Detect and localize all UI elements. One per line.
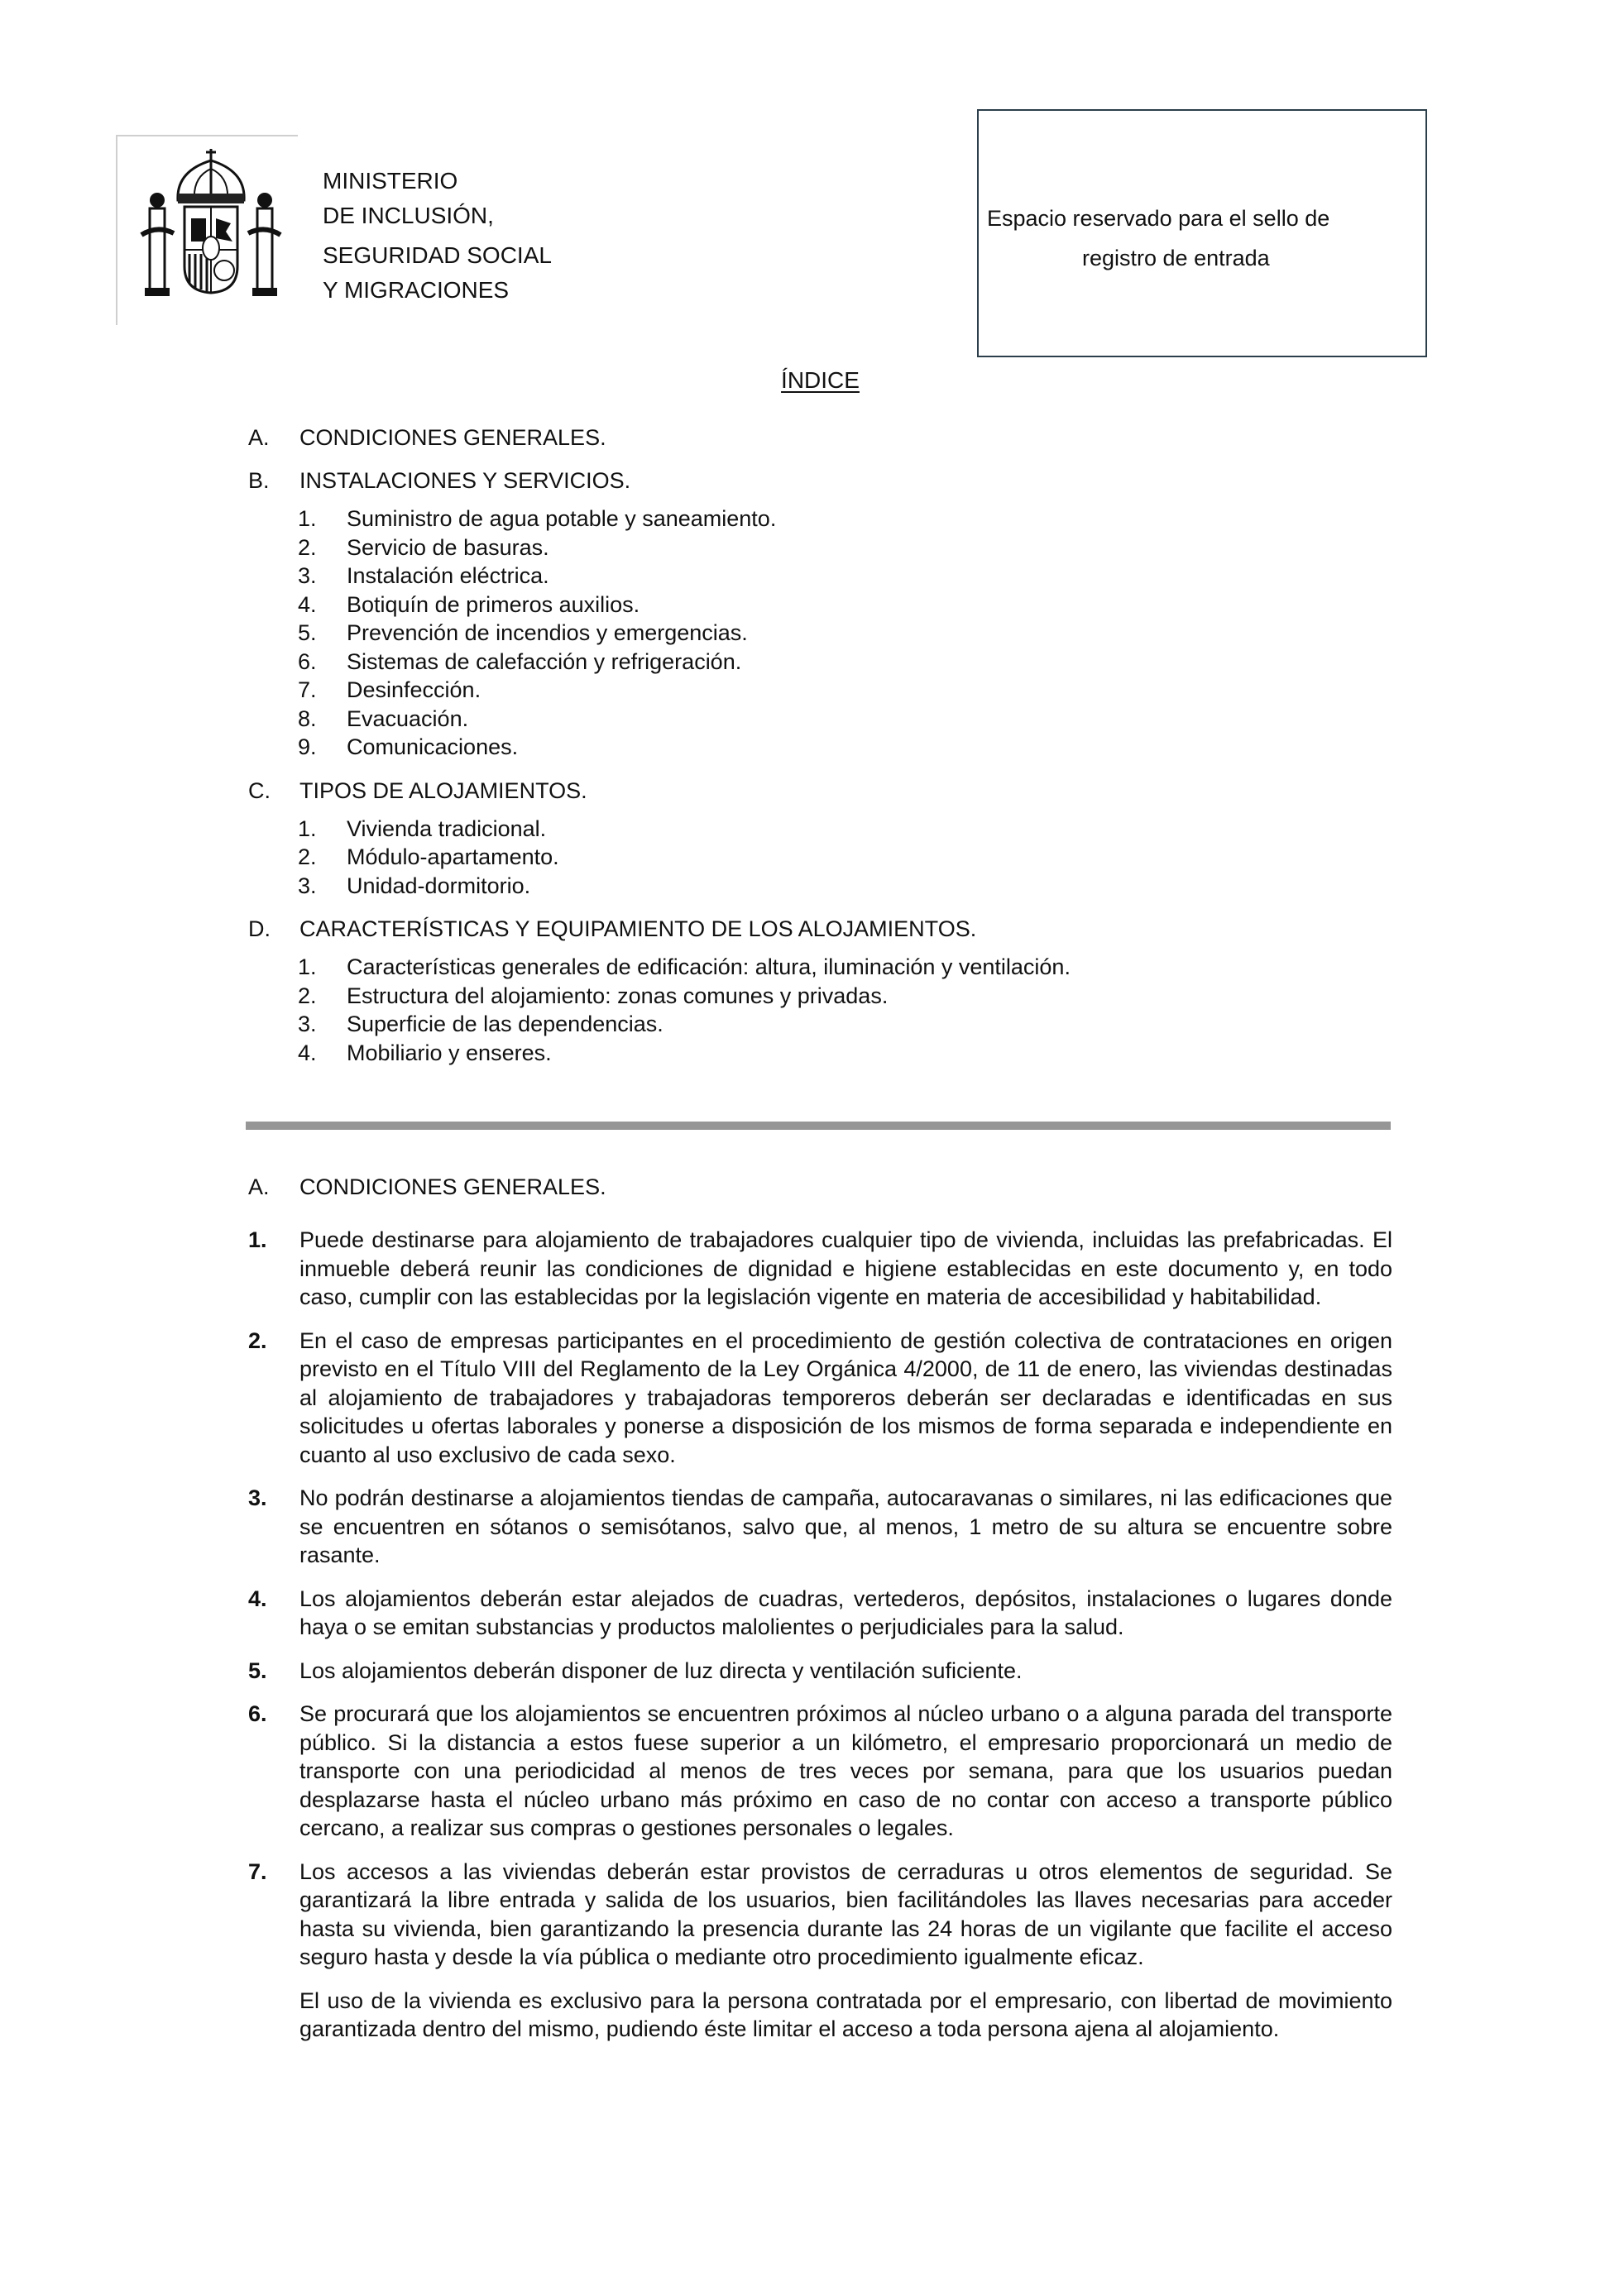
stamp-text-line-2: registro de entrada [1082,246,1270,270]
index-title-text: ÍNDICE [781,367,860,393]
toc-item-number: 4. [298,1040,317,1065]
clause-number: 4. [248,1586,267,1611]
clause-text: Los alojamientos deberán disponer de luz directa y ventilación suficiente. [299,1657,1023,1683]
clause-number: 5. [248,1657,267,1683]
toc-item-number: 2. [298,983,317,1008]
toc-item-number: 2. [298,534,317,560]
ministry-name [323,162,552,306]
toc-item-text: Superficie de las dependencias. [347,1012,663,1036]
toc-item [298,982,1406,1011]
toc-item-text: Unidad-dormitorio. [347,873,531,898]
toc-item-text: Características generales de edificación: altura, iluminación y ventilación. [347,954,1071,979]
document-body [248,1173,1392,2044]
clause-text: Los accesos a las viviendas deberán estar provistos de cerraduras u otros elementos de seguridad. Se garantizará la libre entrada y salida de los usuarios, bien facilitándoles las llaves necesarias para acceder hasta su vivienda, bien garantizando la presencia durante las 24 horas de un vigilante que facilite el acceso seguro hasta y desde la vía pública o mediante otro procedimiento igualmente eficaz. [299,1858,1392,1969]
toc-section-label: A. [248,425,270,450]
clause-2 [248,1327,1392,1470]
ministry-line-4: Y MIGRACIONES [323,277,510,303]
stamp-text-line-1: Espacio reservado para el sello de [987,206,1330,231]
toc-section-label: D. [248,916,271,941]
spain-coat-of-arms-icon [137,142,285,304]
toc-item-number: 7. [298,677,317,702]
toc-item-text: Prevención de incendios y emergencias. [347,620,748,645]
toc-item-number: 1. [298,506,317,531]
toc-item-number: 1. [298,816,317,841]
toc-item [298,953,1406,982]
toc-item [298,1010,1406,1039]
toc-subsection-list-b [298,505,1406,762]
toc-item-number: 2. [298,844,317,869]
clause-text: En el caso de empresas participantes en el procedimiento de gestión colectiva de contrataciones en origen previsto en el Título VIII del Reglamento de la Ley Orgánica 4/2000, de 11 de enero, las viviendas destinadas al alojamiento de trabajadores y trabajadoras temporeros deberán ser declaradas e identificadas en sus solicitudes u ofertas laborales y ponerse a disposición de los mismos de forma separada e independiente en cuanto al uso exclusivo de cada sexo. [299,1327,1392,1467]
index-title [0,367,1624,394]
toc-subsection-list-c [298,815,1406,901]
clause-number: 7. [248,1858,267,1884]
toc-section-title: INSTALACIONES Y SERVICIOS. [299,468,631,493]
clause-7 [248,1858,1392,1972]
toc-item-number: 8. [298,706,317,731]
toc-section-c [248,777,1406,805]
toc-item [298,562,1406,591]
toc-item-text: Desinfección. [347,677,481,702]
toc-item [298,705,1406,734]
clause-4 [248,1585,1392,1642]
toc-item [298,815,1406,844]
ministry-line-2: DE INCLUSIÓN, [323,203,494,228]
toc-item-text: Botiquín de primeros auxilios. [347,591,640,617]
clause-text: Puede destinarse para alojamiento de trabajadores cualquier tipo de vivienda, incluidas las prefabricadas. El inmueble deberá reunir las condiciones de dignidad e higiene establecidas en este documento y, en todo caso, cumplir con las establecidas por la legislación vigente en materia de accesibilidad y habitabilidad. [299,1227,1392,1309]
toc-item [298,872,1406,901]
toc-section-title: TIPOS DE ALOJAMIENTOS. [299,777,587,803]
toc-section-label: B. [248,468,270,493]
toc-item-number: 1. [298,954,317,979]
toc-section-label: C. [248,777,271,803]
toc-item-text: Sistemas de calefacción y refrigeración. [347,648,742,674]
table-of-contents [248,423,1406,1082]
toc-section-title: CONDICIONES GENERALES. [299,425,606,450]
toc-item-text: Vivienda tradicional. [347,816,547,841]
toc-item-number: 3. [298,873,317,898]
toc-section-d [248,915,1406,943]
toc-section-b [248,466,1406,495]
toc-item-text: Suministro de agua potable y saneamiento. [347,506,777,531]
toc-section-title: CARACTERÍSTICAS Y EQUIPAMIENTO DE LOS ALOJAMIENTOS. [299,916,977,941]
toc-item-text: Servicio de basuras. [347,534,549,560]
toc-item-text: Instalación eléctrica. [347,563,549,588]
toc-item [298,648,1406,677]
clause-5 [248,1657,1392,1686]
toc-subsection-list-d [298,953,1406,1067]
toc-item-number: 9. [298,734,317,759]
toc-item [298,619,1406,648]
clause-6 [248,1700,1392,1843]
registry-stamp-box [977,109,1427,357]
clause-text: Se procurará que los alojamientos se encuentren próximos al núcleo urbano o a alguna parada del transporte público. Si la distancia a estos fuese superior a un kilómetro, el empresario proporcionará un medio de transporte con una periodicidad al menos de tres veces por semana, para que los usuarios puedan desplazarse hasta el núcleo urbano más próximo en caso de no contar con acceso a transporte público cercano, a realizar sus compras o gestiones personales o legales. [299,1701,1392,1840]
toc-item [298,533,1406,562]
toc-item-text: Mobiliario y enseres. [347,1040,552,1065]
toc-item [298,843,1406,872]
ministry-line-3: SEGURIDAD SOCIAL [323,242,552,268]
section-label: A. [248,1174,270,1199]
clause-number: 6. [248,1701,267,1726]
toc-item-text: Evacuación. [347,706,469,731]
toc-item-number: 6. [298,648,317,674]
clause-3 [248,1484,1392,1570]
clause-text: No podrán destinarse a alojamientos tiendas de campaña, autocaravanas o similares, ni las edificaciones que se encuentren en sótanos o semisótanos, salvo que, al menos, 1 metro de su altura se encuentre sobre rasante. [299,1485,1392,1567]
clause-number: 3. [248,1485,267,1510]
toc-item [298,676,1406,705]
toc-section-a [248,423,1406,452]
clause-1 [248,1226,1392,1312]
toc-item [298,505,1406,533]
clause-text: Los alojamientos deberán estar alejados de cuadras, vertederos, depósitos, instalaciones o lugares donde haya o se emitan substancias y productos malolientes o perjudiciales para la salud. [299,1586,1392,1639]
clause-number: 1. [248,1227,267,1252]
toc-item-text: Estructura del alojamiento: zonas comunes y privadas. [347,983,889,1008]
toc-item-text: Comunicaciones. [347,734,519,759]
toc-item-number: 5. [298,620,317,645]
toc-item [298,733,1406,762]
clause-7-continuation: El uso de la vivienda es exclusivo para la persona contratada por el empresario, con libertad de movimiento garantizada dentro del mismo, pudiendo éste limitar el acceso a toda persona ajena al alojamiento. [299,1987,1392,2041]
toc-item-number: 3. [298,563,317,588]
toc-item-number: 3. [298,1012,317,1036]
toc-item-text: Módulo-apartamento. [347,844,559,869]
clause-number: 2. [248,1327,267,1353]
ministry-line-1: MINISTERIO [323,168,458,194]
section-title: CONDICIONES GENERALES. [299,1174,606,1199]
toc-item [298,1039,1406,1068]
toc-item-number: 4. [298,591,317,617]
section-heading [248,1173,1392,1201]
toc-item [298,591,1406,619]
section-divider [246,1122,1391,1130]
